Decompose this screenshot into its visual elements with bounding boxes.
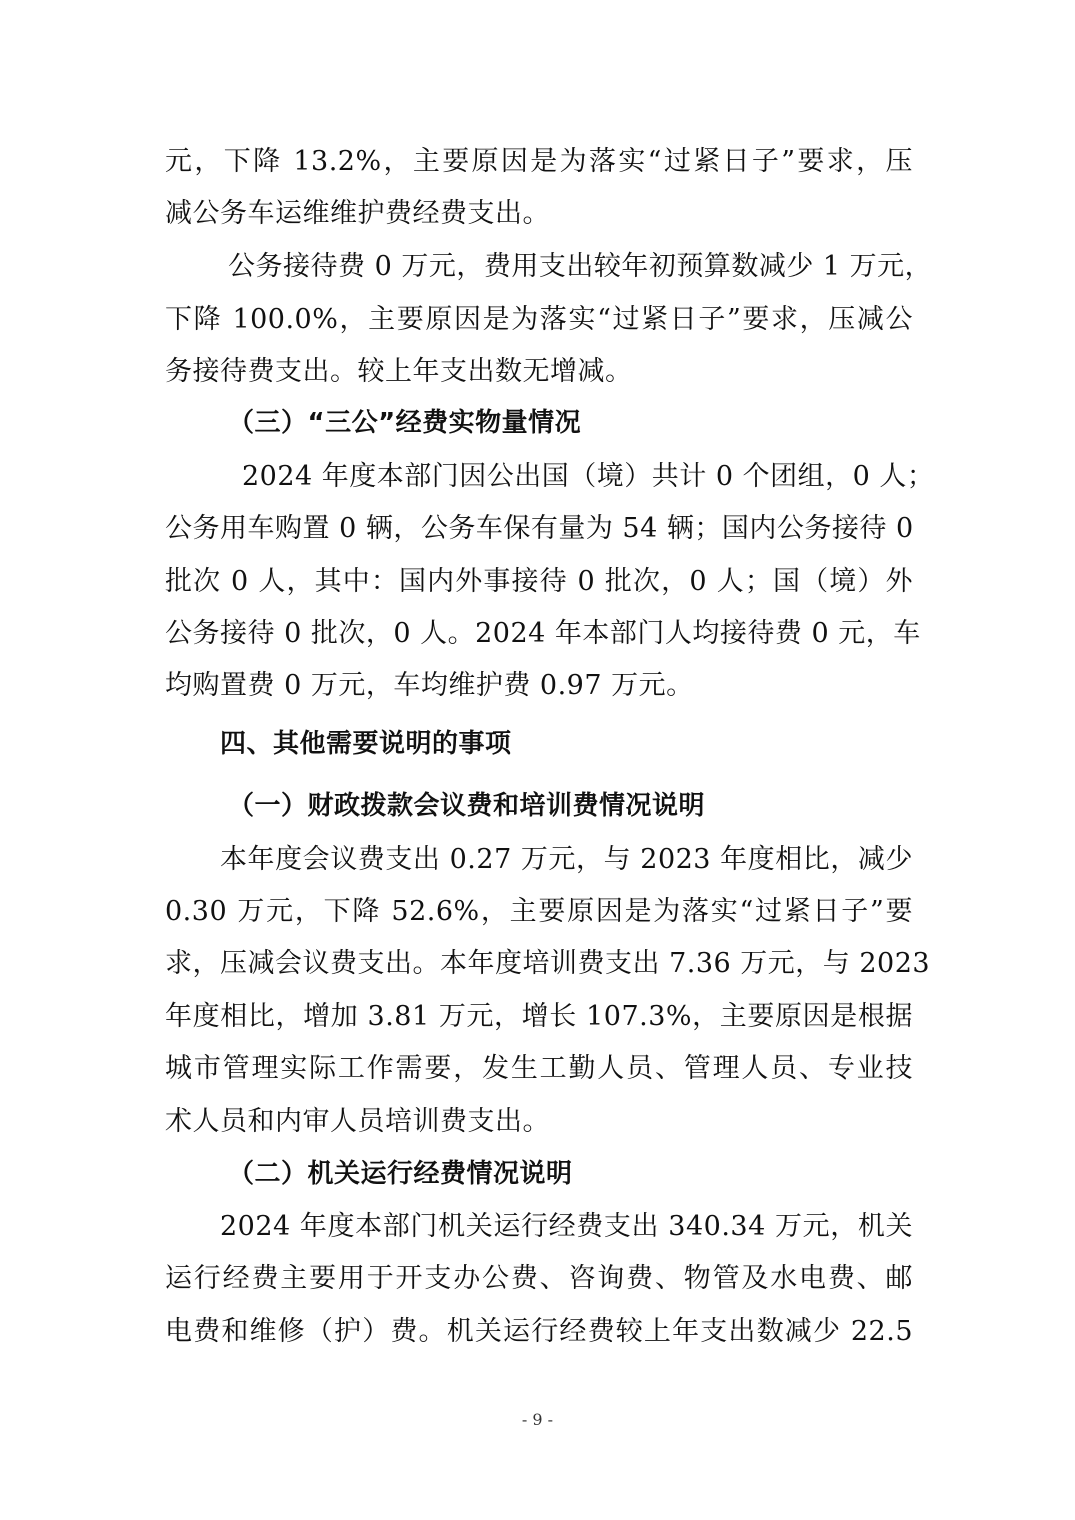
body-text-line: 0.30 万元，下降 52.6%，主要原因是为落实“过紧日子”要 — [165, 896, 913, 927]
body-text-line: 公务接待 0 批次，0 人。2024 年本部门人均接待费 0 元，车 — [165, 618, 921, 649]
section-heading: （二）机关运行经费情况说明 — [228, 1159, 573, 1189]
body-text-line: 电费和维修（护）费。机关运行经费较上年支出数减少 22.5 — [165, 1316, 913, 1347]
page-number: - 9 - — [521, 1410, 554, 1429]
section-heading: （三）“三公”经费实物量情况 — [228, 408, 582, 438]
body-text-line: 批次 0 人，其中：国内外事接待 0 批次，0 人；国（境）外 — [165, 566, 913, 597]
body-text-line: 务接待费支出。较上年支出数无增减。 — [165, 356, 633, 387]
body-text-line: 下降 100.0%，主要原因是为落实“过紧日子”要求，压减公 — [165, 304, 913, 335]
body-text-line: 本年度会议费支出 0.27 万元，与 2023 年度相比，减少 — [220, 844, 913, 875]
body-text-line: 求，压减会议费支出。本年度培训费支出 7.36 万元，与 2023 — [165, 948, 931, 979]
body-text-line: 公务用车购置 0 辆，公务车保有量为 54 辆；国内公务接待 0 — [165, 513, 914, 544]
body-text-line: 运行经费主要用于开支办公费、咨询费、物管及水电费、邮 — [165, 1263, 913, 1294]
section-heading: （一）财政拨款会议费和培训费情况说明 — [228, 791, 706, 821]
body-text-line: 均购置费 0 万元，车均维护费 0.97 万元。 — [165, 670, 694, 701]
body-text-line: 公务接待费 0 万元，费用支出较年初预算数减少 1 万元， — [228, 251, 933, 282]
section-heading: 四、其他需要说明的事项 — [220, 729, 512, 759]
body-text-line: 2024 年度本部门机关运行经费支出 340.34 万元，机关 — [220, 1211, 913, 1242]
body-text-line: 减公务车运维维护费经费支出。 — [165, 198, 550, 229]
body-text-line: 年度相比，增加 3.81 万元，增长 107.3%，主要原因是根据 — [165, 1001, 913, 1032]
body-text-line: 术人员和内审人员培训费支出。 — [165, 1106, 550, 1137]
body-text-line: 2024 年度本部门因公出国（境）共计 0 个团组，0 人； — [242, 461, 935, 492]
body-text-line: 元，下降 13.2%，主要原因是为落实“过紧日子”要求，压 — [165, 146, 913, 177]
body-text-line: 城市管理实际工作需要，发生工勤人员、管理人员、专业技 — [165, 1053, 913, 1084]
